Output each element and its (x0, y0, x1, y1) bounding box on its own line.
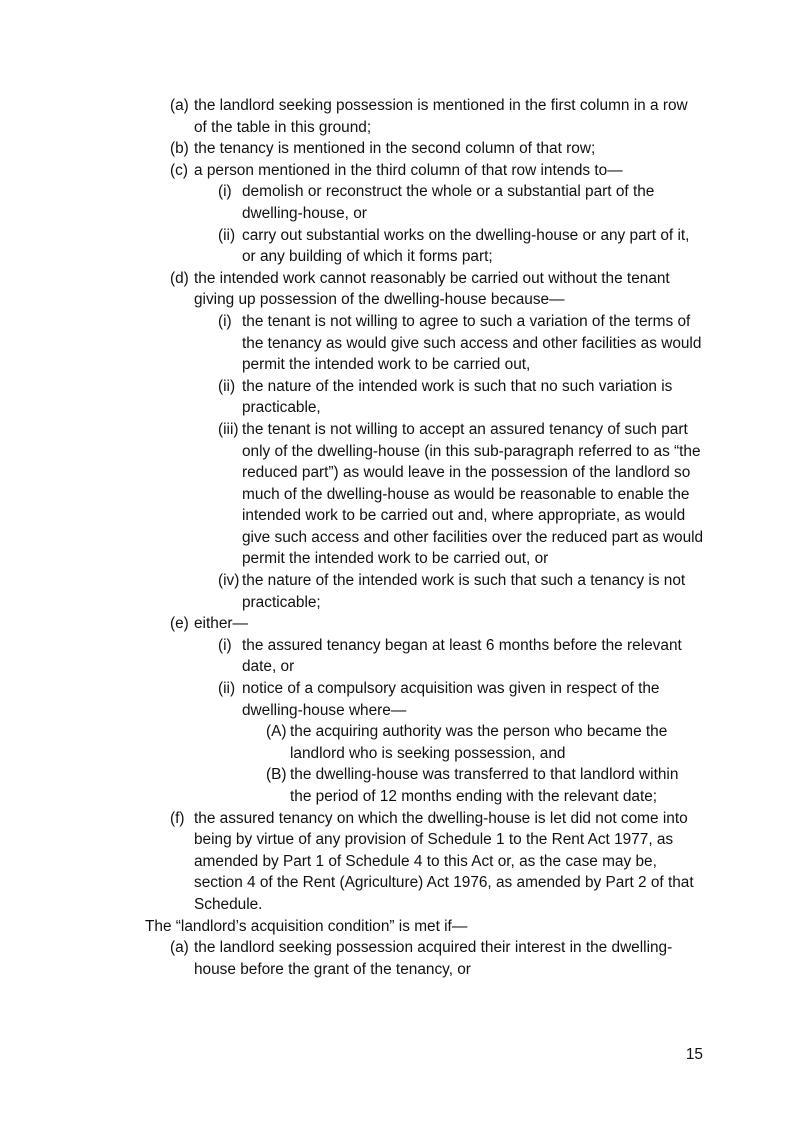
clause-c-ii (0, 225, 704, 268)
subclause-label: (ii) (218, 226, 236, 244)
clause-label: (c) (170, 161, 188, 179)
subclause-label: (iv) (218, 572, 240, 590)
subclause-text: notice of a compulsory acquisition was given in respect of the dwelling-house where— (242, 680, 660, 719)
subsubclause-label: (A) (266, 723, 287, 741)
acquisition-clause-a (0, 937, 700, 980)
clause-label: (e) (170, 615, 189, 633)
clause-c-i (0, 181, 704, 224)
subclause-text: the nature of the intended work is such that such a tenancy is not practicable; (242, 572, 686, 611)
clause-d-i (0, 311, 704, 376)
paragraph-text: The “landlord’s acquisition condition” is met if— (145, 917, 468, 935)
subclause-label: (i) (218, 183, 232, 201)
clause-e-ii-A (0, 721, 700, 764)
clause-label: (d) (170, 269, 189, 287)
subclause-label: (i) (218, 312, 232, 330)
clause-e-ii (0, 678, 704, 721)
clause-label: (a) (170, 97, 189, 114)
acquisition-condition-intro (0, 916, 705, 938)
clause-text: the intended work cannot reasonably be carried out without the tenant giving up possession of the dwelling-house because— (194, 269, 670, 309)
clause-label: (a) (170, 939, 189, 957)
clause-d-iii (0, 419, 704, 570)
subclause-text: the nature of the intended work is such that no such variation is practicable, (242, 377, 673, 417)
clause-e-ii-B (0, 764, 700, 807)
clause-text: a person mentioned in the third column of that row intends to— (194, 161, 623, 179)
subclause-text: demolish or reconstruct the whole or a substantial part of the dwelling-house, or (242, 183, 655, 222)
subsubclause-text: the dwelling-house was transferred to that landlord within the period of 12 months ending with the relevant date; (290, 766, 679, 805)
subsubclause-text: the acquiring authority was the person who became the landlord who is seeking possession, and (290, 723, 668, 762)
clause-a (0, 95, 700, 138)
page-body (0, 95, 800, 980)
clause-label: (f) (170, 809, 185, 827)
subclause-label: (ii) (218, 377, 236, 395)
clause-d (0, 268, 700, 311)
clause-e (0, 613, 700, 635)
clause-text: either— (194, 615, 248, 633)
clause-label: (b) (170, 140, 189, 158)
clause-text: the tenancy is mentioned in the second column of that row; (194, 140, 596, 158)
subclause-label: (i) (218, 636, 232, 654)
clause-e-i (0, 635, 704, 678)
subclause-text: the assured tenancy began at least 6 months before the relevant date, or (242, 636, 682, 676)
subclause-text: the tenant is not willing to accept an assured tenancy of such part only of the dwelling-house (in this sub-paragraph referred to as “the reduced part”) as would leave in the possession of the landlord so much of the dwelling-house as would be reasonable to enable the intended work to be carried out and, where appropriate, as would give such access and other facilities over the reduced part as would permit the intended work to be carried out, or (242, 420, 704, 568)
page-number: 15 (685, 1046, 703, 1063)
clause-text: the landlord seeking possession acquired their interest in the dwelling-house before the grant of the tenancy, or (194, 939, 673, 978)
clause-b (0, 138, 700, 160)
clause-d-iv (0, 570, 704, 613)
subclause-text: the tenant is not willing to agree to such a variation of the terms of the tenancy as would give such access and other facilities as would permit the intended work to be carried out, (242, 312, 702, 374)
clause-f (0, 808, 700, 916)
subclause-text: carry out substantial works on the dwelling-house or any part of it, or any building of which it forms part; (242, 226, 690, 266)
subclause-label: (ii) (218, 680, 236, 698)
subclause-label: (iii) (218, 420, 239, 438)
clause-c (0, 160, 700, 182)
clause-text: the landlord seeking possession is mentioned in the first column in a row of the table in this ground; (194, 97, 688, 136)
clause-d-ii (0, 376, 704, 419)
subsubclause-label: (B) (266, 766, 287, 784)
clause-text: the assured tenancy on which the dwelling-house is let did not come into being by virtue of any provision of Schedule 1 to the Rent Act 1977, as amended by Part 1 of Schedule 4 to this Act or, as the case may be, section 4 of the Rent (Agriculture) Act 1976, as amended by Part 2 of that Schedule. (194, 809, 694, 913)
